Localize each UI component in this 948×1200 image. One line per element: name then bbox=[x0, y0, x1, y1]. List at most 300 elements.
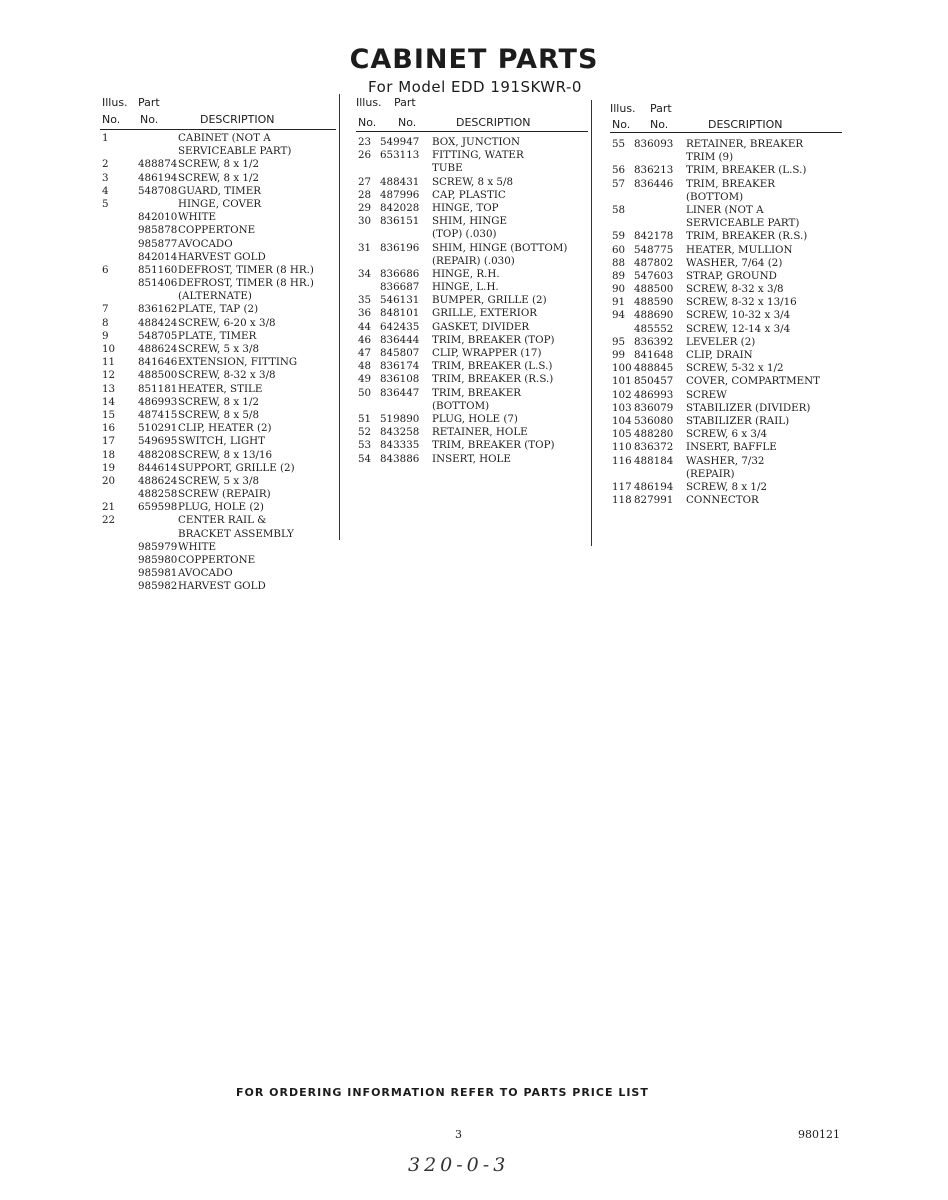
part-number: 836162 bbox=[138, 303, 178, 316]
parts-row bbox=[356, 413, 588, 426]
part-description: DEFROST, TIMER (8 HR.) bbox=[178, 263, 314, 276]
illus-number: 15 bbox=[102, 408, 116, 421]
parts-row bbox=[610, 375, 842, 388]
part-number: 546131 bbox=[380, 294, 420, 307]
part-description: STRAP, GROUND bbox=[686, 269, 777, 282]
parts-row bbox=[100, 422, 336, 435]
part-description: (REPAIR) (.030) bbox=[432, 254, 515, 267]
illus-number: 44 bbox=[358, 320, 372, 333]
part-number: 985877 bbox=[138, 237, 178, 250]
parts-row bbox=[100, 528, 336, 541]
part-description: CENTER RAIL & bbox=[178, 514, 267, 527]
part-number: 841646 bbox=[138, 356, 178, 369]
part-description: GRILLE, EXTERIOR bbox=[432, 307, 538, 320]
parts-row bbox=[356, 215, 588, 228]
parts-row bbox=[610, 138, 842, 151]
parts-row bbox=[100, 185, 336, 198]
illus-number: 4 bbox=[102, 184, 109, 197]
part-description: (REPAIR) bbox=[686, 467, 735, 480]
part-description: CABINET (NOT A bbox=[178, 132, 271, 144]
part-description: SWITCH, LIGHT bbox=[178, 435, 265, 448]
illus-number: 52 bbox=[358, 426, 372, 439]
part-description: WHITE bbox=[178, 211, 217, 224]
parts-row bbox=[100, 251, 336, 264]
parts-row bbox=[610, 402, 842, 415]
part-description: TRIM, BREAKER (R.S.) bbox=[686, 230, 808, 243]
part-number: 836108 bbox=[380, 373, 420, 386]
part-number: 848101 bbox=[380, 307, 420, 320]
part-number: 486194 bbox=[138, 171, 178, 184]
part-description: TRIM, BREAKER (L.S.) bbox=[686, 164, 807, 177]
parts-row bbox=[610, 349, 842, 362]
parts-row bbox=[356, 136, 588, 149]
part-no-header: No. bbox=[140, 113, 159, 126]
parts-row bbox=[356, 453, 588, 466]
part-description: HINGE, TOP bbox=[432, 201, 499, 214]
illus-number: 116 bbox=[612, 454, 632, 467]
part-description: CONNECTOR bbox=[686, 494, 759, 507]
part-description: EXTENSION, FITTING bbox=[178, 356, 298, 369]
part-number: 487415 bbox=[138, 408, 178, 421]
part-description: TRIM, BREAKER (TOP) bbox=[432, 333, 555, 346]
parts-row bbox=[356, 334, 588, 347]
part-description: WASHER, 7/64 (2) bbox=[686, 256, 783, 269]
illus-no-header: No. bbox=[102, 113, 121, 126]
document-number: 980121 bbox=[798, 1128, 840, 1141]
part-description: AVOCADO bbox=[178, 237, 233, 250]
illus-number: 100 bbox=[612, 362, 632, 375]
part-number: 844614 bbox=[138, 461, 178, 474]
parts-row bbox=[610, 257, 842, 270]
part-description: (TOP) (.030) bbox=[432, 228, 497, 241]
parts-row bbox=[610, 191, 842, 204]
parts-row bbox=[356, 149, 588, 162]
handwritten-note: 320-0-3 bbox=[408, 1154, 510, 1176]
part-description: SCREW, 5-32 x 1/2 bbox=[686, 362, 784, 375]
part-description: SCREW, 8-32 x 3/8 bbox=[686, 283, 784, 296]
illus-number: 23 bbox=[358, 136, 372, 148]
illus-number: 103 bbox=[612, 401, 632, 414]
illus-number: 9 bbox=[102, 329, 109, 342]
part-number: 836372 bbox=[634, 441, 674, 454]
parts-column-3 bbox=[610, 100, 842, 507]
illus-number: 20 bbox=[102, 474, 116, 487]
parts-row bbox=[100, 145, 336, 158]
part-number: 488874 bbox=[138, 158, 178, 171]
parts-row bbox=[610, 178, 842, 191]
part-description: TRIM (9) bbox=[686, 151, 734, 164]
part-number: 488424 bbox=[138, 316, 178, 329]
parts-row bbox=[100, 290, 336, 303]
part-description: SCREW, 6-20 x 3/8 bbox=[178, 316, 276, 329]
illus-number: 13 bbox=[102, 382, 116, 395]
part-description: TRIM, BREAKER bbox=[686, 177, 776, 190]
illus-number: 59 bbox=[612, 230, 626, 243]
part-number: 488500 bbox=[138, 369, 178, 382]
part-number: 642435 bbox=[380, 320, 420, 333]
parts-row bbox=[100, 158, 336, 171]
part-number: 851181 bbox=[138, 382, 178, 395]
illus-number: 95 bbox=[612, 335, 626, 348]
model-subtitle: For Model EDD 191SKWR-0 bbox=[368, 78, 582, 96]
part-description: HINGE, R.H. bbox=[432, 267, 500, 280]
part-number: 488845 bbox=[634, 362, 674, 375]
parts-row bbox=[100, 238, 336, 251]
part-number: 488500 bbox=[634, 283, 674, 296]
parts-row bbox=[356, 176, 588, 189]
part-number: 836392 bbox=[634, 335, 674, 348]
part-description: TRIM, BREAKER (L.S.) bbox=[432, 360, 553, 373]
parts-row bbox=[610, 323, 842, 336]
part-description: SUPPORT, GRILLE (2) bbox=[178, 461, 295, 474]
parts-row bbox=[100, 554, 336, 567]
illus-number: 94 bbox=[612, 309, 626, 322]
part-description: WASHER, 7/32 bbox=[686, 454, 765, 467]
parts-row bbox=[356, 439, 588, 452]
part-description: (BOTTOM) bbox=[432, 399, 490, 412]
parts-row bbox=[610, 296, 842, 309]
part-description: STABILIZER (DIVIDER) bbox=[686, 401, 811, 414]
illus-number: 47 bbox=[358, 347, 372, 359]
illus-number: 1 bbox=[102, 132, 109, 144]
parts-rows bbox=[610, 138, 842, 507]
column-header bbox=[100, 94, 336, 132]
part-description: PLUG, HOLE (2) bbox=[178, 501, 264, 514]
illus-number: 57 bbox=[612, 177, 626, 190]
parts-row bbox=[356, 294, 588, 307]
part-number: 836079 bbox=[634, 401, 674, 414]
illus-number: 11 bbox=[102, 356, 116, 369]
part-number: 985982 bbox=[138, 580, 178, 593]
part-number: 653113 bbox=[380, 149, 420, 162]
part-number: 843335 bbox=[380, 439, 420, 452]
parts-row bbox=[356, 387, 588, 400]
parts-row bbox=[610, 151, 842, 164]
parts-column-2 bbox=[356, 94, 588, 466]
part-number: 488624 bbox=[138, 343, 178, 355]
part-number: 488208 bbox=[138, 448, 178, 461]
part-number: 548708 bbox=[138, 184, 178, 197]
part-description: INSERT, BAFFLE bbox=[686, 441, 777, 454]
parts-row bbox=[100, 330, 336, 343]
part-description: SCREW, 8 x 5/8 bbox=[178, 408, 260, 421]
part-description: TUBE bbox=[432, 162, 463, 175]
part-description: SCREW, 8 x 1/2 bbox=[178, 171, 260, 184]
illus-header: Illus. bbox=[102, 96, 128, 109]
part-number: 851406 bbox=[138, 277, 178, 290]
illus-number: 27 bbox=[358, 175, 372, 188]
part-number: 536080 bbox=[634, 414, 674, 427]
part-no-header: No. bbox=[398, 116, 417, 129]
illus-number: 8 bbox=[102, 316, 109, 329]
part-description: HINGE, COVER bbox=[178, 197, 262, 210]
part-number: 841648 bbox=[634, 349, 674, 361]
illus-number: 17 bbox=[102, 435, 116, 448]
part-number: 836213 bbox=[634, 164, 674, 177]
part-number: 842014 bbox=[138, 250, 178, 263]
parts-row bbox=[100, 369, 336, 382]
part-number: 836447 bbox=[380, 386, 420, 399]
parts-row bbox=[356, 189, 588, 202]
description-header: DESCRIPTION bbox=[200, 113, 275, 126]
parts-row bbox=[100, 514, 336, 527]
part-number: 827991 bbox=[634, 494, 674, 507]
part-description: BOX, JUNCTION bbox=[432, 136, 520, 148]
part-description: LINER (NOT A bbox=[686, 203, 764, 216]
parts-row bbox=[610, 164, 842, 177]
illus-number: 118 bbox=[612, 494, 632, 507]
part-number: 488624 bbox=[138, 474, 178, 487]
illus-number: 56 bbox=[612, 164, 626, 177]
part-description: SCREW, 8-32 x 13/16 bbox=[686, 296, 797, 309]
illus-number: 7 bbox=[102, 303, 109, 316]
illus-number: 18 bbox=[102, 448, 116, 461]
part-number: 836446 bbox=[634, 177, 674, 190]
header-divider bbox=[356, 131, 588, 132]
parts-rows bbox=[356, 136, 588, 466]
parts-row bbox=[356, 228, 588, 241]
illus-number: 55 bbox=[612, 138, 626, 150]
part-description: COVER, COMPARTMENT bbox=[686, 375, 821, 388]
parts-row bbox=[100, 501, 336, 514]
part-description: DEFROST, TIMER (8 HR.) bbox=[178, 277, 314, 290]
parts-row bbox=[100, 211, 336, 224]
part-description: TRIM, BREAKER (R.S.) bbox=[432, 373, 554, 386]
part-description: BUMPER, GRILLE (2) bbox=[432, 294, 547, 307]
illus-header: Illus. bbox=[610, 102, 636, 115]
illus-number: 16 bbox=[102, 422, 116, 435]
parts-row bbox=[100, 396, 336, 409]
part-description: SERVICEABLE PART) bbox=[686, 217, 800, 230]
part-number: 845807 bbox=[380, 347, 420, 359]
parts-row bbox=[610, 283, 842, 296]
illus-number: 54 bbox=[358, 452, 372, 465]
illus-number: 26 bbox=[358, 149, 372, 162]
illus-no-header: No. bbox=[358, 116, 377, 129]
part-number: 487802 bbox=[634, 256, 674, 269]
part-description: (ALTERNATE) bbox=[178, 290, 252, 303]
part-header: Part bbox=[394, 96, 416, 109]
part-number: 488184 bbox=[634, 454, 674, 467]
part-description: GASKET, DIVIDER bbox=[432, 320, 530, 333]
part-header: Part bbox=[138, 96, 160, 109]
parts-row bbox=[610, 230, 842, 243]
part-number: 985981 bbox=[138, 567, 178, 580]
part-description: RETAINER, HOLE bbox=[432, 426, 528, 439]
parts-row bbox=[610, 270, 842, 283]
parts-row bbox=[100, 224, 336, 237]
part-number: 836093 bbox=[634, 138, 674, 150]
parts-row bbox=[100, 198, 336, 211]
part-description: RETAINER, BREAKER bbox=[686, 138, 804, 150]
parts-row bbox=[356, 360, 588, 373]
illus-number: 29 bbox=[358, 201, 372, 214]
part-description: GUARD, TIMER bbox=[178, 184, 261, 197]
part-description: HARVEST GOLD bbox=[178, 580, 266, 593]
illus-number: 101 bbox=[612, 375, 632, 388]
illus-number: 48 bbox=[358, 360, 372, 373]
part-description: SCREW, 10-32 x 3/4 bbox=[686, 309, 791, 322]
part-number: 549947 bbox=[380, 136, 420, 148]
part-number: 488258 bbox=[138, 488, 178, 501]
illus-number: 88 bbox=[612, 256, 626, 269]
parts-row bbox=[100, 172, 336, 185]
part-number: 488280 bbox=[634, 428, 674, 441]
illus-number: 28 bbox=[358, 188, 372, 201]
part-description: SCREW, 8 x 1/2 bbox=[686, 480, 768, 493]
part-number: 487996 bbox=[380, 188, 420, 201]
part-header: Part bbox=[650, 102, 672, 115]
part-description: SHIM, HINGE bbox=[432, 215, 507, 228]
part-number: 548775 bbox=[634, 243, 674, 256]
part-number: 843258 bbox=[380, 426, 420, 439]
column-divider bbox=[339, 94, 340, 540]
parts-row bbox=[610, 428, 842, 441]
part-number: 842010 bbox=[138, 211, 178, 224]
parts-row bbox=[100, 541, 336, 554]
illus-number: 10 bbox=[102, 343, 116, 355]
parts-row bbox=[356, 202, 588, 215]
part-description: SCREW, 8 x 1/2 bbox=[178, 158, 260, 171]
parts-row bbox=[610, 441, 842, 454]
part-number: 486993 bbox=[138, 395, 178, 408]
part-number: 486993 bbox=[634, 388, 674, 401]
part-description: PLATE, TAP (2) bbox=[178, 303, 259, 316]
parts-row bbox=[356, 268, 588, 281]
parts-row bbox=[610, 468, 842, 481]
illus-number: 30 bbox=[358, 215, 372, 228]
part-description: COPPERTONE bbox=[178, 554, 256, 566]
parts-row bbox=[100, 317, 336, 330]
parts-row bbox=[100, 462, 336, 475]
parts-row bbox=[100, 264, 336, 277]
part-number: 836174 bbox=[380, 360, 420, 373]
part-description: CLIP, DRAIN bbox=[686, 349, 753, 361]
part-description: SCREW, 6 x 3/4 bbox=[686, 428, 768, 441]
illus-number: 6 bbox=[102, 263, 109, 276]
parts-row bbox=[356, 321, 588, 334]
page-title: CABINET PARTS bbox=[349, 44, 599, 75]
part-description: FITTING, WATER bbox=[432, 149, 524, 162]
illus-number: 21 bbox=[102, 501, 116, 514]
parts-row bbox=[100, 475, 336, 488]
part-description: PLUG, HOLE (7) bbox=[432, 412, 518, 425]
part-number: 836196 bbox=[380, 241, 420, 254]
illus-number: 12 bbox=[102, 369, 116, 382]
parts-rows bbox=[100, 132, 336, 594]
parts-row bbox=[100, 303, 336, 316]
illus-number: 90 bbox=[612, 283, 626, 296]
illus-number: 35 bbox=[358, 294, 372, 307]
parts-row bbox=[356, 426, 588, 439]
parts-row bbox=[610, 244, 842, 257]
part-description: LEVELER (2) bbox=[686, 335, 756, 348]
parts-row bbox=[100, 383, 336, 396]
part-number: 851160 bbox=[138, 263, 178, 276]
part-description: SCREW, 8 x 5/8 bbox=[432, 175, 514, 188]
part-description: (BOTTOM) bbox=[686, 190, 744, 203]
part-number: 842178 bbox=[634, 230, 674, 243]
part-number: 985878 bbox=[138, 224, 178, 237]
part-description: SHIM, HINGE (BOTTOM) bbox=[432, 241, 568, 254]
illus-number: 50 bbox=[358, 386, 372, 399]
part-number: 488590 bbox=[634, 296, 674, 309]
part-description: SERVICEABLE PART) bbox=[178, 145, 292, 158]
part-description: TRIM, BREAKER bbox=[432, 386, 522, 399]
parts-row bbox=[356, 242, 588, 255]
part-number: 510291 bbox=[138, 422, 178, 435]
parts-row bbox=[610, 389, 842, 402]
description-header: DESCRIPTION bbox=[708, 118, 783, 131]
part-description: HINGE, L.H. bbox=[432, 281, 499, 294]
parts-row bbox=[100, 132, 336, 145]
part-description: COPPERTONE bbox=[178, 224, 256, 237]
parts-row bbox=[356, 162, 588, 175]
part-number: 836151 bbox=[380, 215, 420, 228]
part-description: BRACKET ASSEMBLY bbox=[178, 527, 294, 540]
parts-row bbox=[100, 435, 336, 448]
part-number: 548705 bbox=[138, 329, 178, 342]
parts-row bbox=[356, 281, 588, 294]
illus-number: 14 bbox=[102, 395, 116, 408]
illus-number: 3 bbox=[102, 171, 109, 184]
parts-row bbox=[610, 204, 842, 217]
part-number: 850457 bbox=[634, 375, 674, 388]
illus-number: 99 bbox=[612, 349, 626, 361]
part-number: 547603 bbox=[634, 269, 674, 282]
part-description: INSERT, HOLE bbox=[432, 452, 511, 465]
parts-row bbox=[100, 567, 336, 580]
part-description: SCREW, 8 x 1/2 bbox=[178, 395, 260, 408]
part-description: WHITE bbox=[178, 540, 217, 553]
illus-number: 5 bbox=[102, 197, 109, 210]
part-description: SCREW, 5 x 3/8 bbox=[178, 474, 260, 487]
part-number: 985980 bbox=[138, 554, 178, 566]
illus-number: 22 bbox=[102, 514, 116, 527]
column-header bbox=[610, 100, 842, 138]
illus-number: 53 bbox=[358, 439, 372, 452]
illus-number: 117 bbox=[612, 480, 632, 493]
header-divider bbox=[100, 129, 336, 130]
part-number: 842028 bbox=[380, 201, 420, 214]
illus-number: 60 bbox=[612, 243, 626, 256]
part-description: SCREW, 12-14 x 3/4 bbox=[686, 322, 791, 335]
illus-number: 89 bbox=[612, 269, 626, 282]
part-description: HARVEST GOLD bbox=[178, 250, 266, 263]
illus-number: 31 bbox=[358, 241, 372, 254]
part-description: TRIM, BREAKER (TOP) bbox=[432, 439, 555, 452]
illus-number: 58 bbox=[612, 203, 626, 216]
parts-row bbox=[356, 373, 588, 386]
parts-row bbox=[610, 309, 842, 322]
illus-number: 2 bbox=[102, 158, 109, 171]
part-number: 485552 bbox=[634, 322, 674, 335]
part-description: STABILIZER (RAIL) bbox=[686, 414, 790, 427]
part-description: SCREW, 8 x 13/16 bbox=[178, 448, 273, 461]
illus-number: 36 bbox=[358, 307, 372, 320]
part-description: PLATE, TIMER bbox=[178, 329, 257, 342]
parts-row bbox=[100, 409, 336, 422]
part-description: CLIP, WRAPPER (17) bbox=[432, 347, 542, 359]
part-description: SCREW, 5 x 3/8 bbox=[178, 343, 260, 355]
parts-row bbox=[356, 347, 588, 360]
part-description: CLIP, HEATER (2) bbox=[178, 422, 272, 435]
part-description: SCREW, 8-32 x 3/8 bbox=[178, 369, 276, 382]
illus-number: 49 bbox=[358, 373, 372, 386]
parts-row bbox=[100, 580, 336, 593]
illus-number: 91 bbox=[612, 296, 626, 309]
parts-row bbox=[356, 307, 588, 320]
